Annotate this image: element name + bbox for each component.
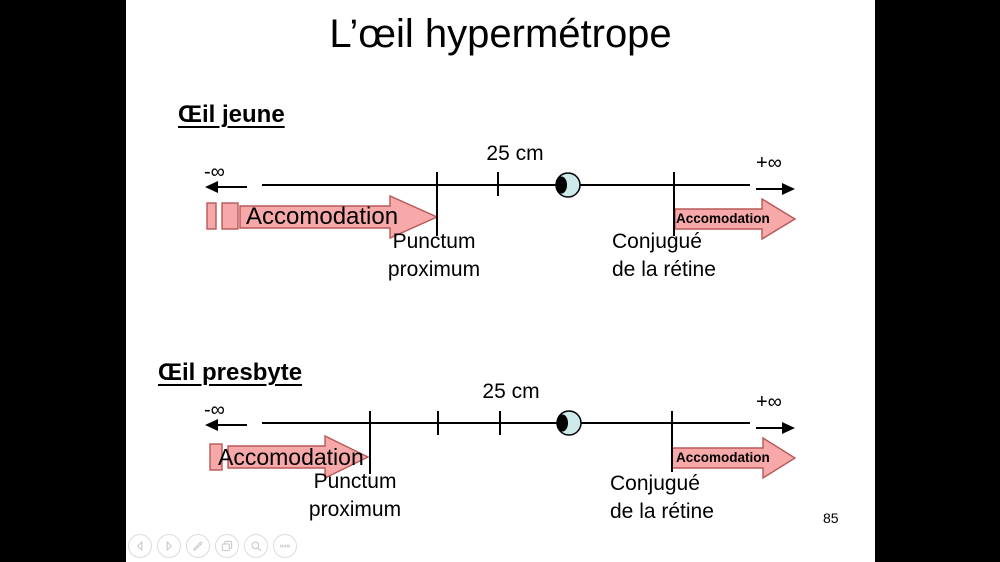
presbyte-pos-infinity-label: +∞	[756, 391, 782, 413]
young-eye-icon	[556, 173, 580, 197]
presbyte-eye-icon	[557, 411, 581, 435]
magnifier-icon	[245, 534, 267, 558]
young-distance-label: 25 cm	[486, 142, 544, 165]
young-punctum-label	[354, 228, 514, 284]
slide-overview-button[interactable]	[215, 534, 239, 558]
presbyte-neg-infinity-label: -∞	[204, 399, 225, 421]
young-neg-infinity-label: -∞	[204, 161, 225, 183]
presbyte-punctum-line1: Punctum	[313, 470, 397, 493]
slides-stack-icon	[216, 534, 238, 558]
presbyte-conjugue-line1: Conjugué	[610, 472, 700, 495]
presbyte-accomodation-right-label: Accomodation	[676, 450, 770, 465]
presbyte-conjugue-label	[610, 470, 714, 526]
chevron-left-icon	[129, 534, 151, 558]
presbyte-accomodation-left-label: Accomodation	[218, 444, 364, 470]
slide-canvas	[126, 0, 875, 562]
young-axis-right-arrowhead-icon	[782, 183, 795, 195]
young-conjugue-label	[612, 228, 716, 284]
presbyte-distance-label: 25 cm	[482, 380, 540, 403]
section-heading-presbyte: Œil presbyte	[158, 359, 303, 386]
next-slide-button[interactable]	[157, 534, 181, 558]
young-axis	[215, 185, 786, 189]
young-conjugue-line1: Conjugué	[612, 230, 702, 253]
chevron-right-icon	[158, 534, 180, 558]
young-punctum-line1: Punctum	[392, 230, 476, 253]
young-pos-infinity-label: +∞	[756, 152, 782, 174]
previous-slide-button[interactable]	[128, 534, 152, 558]
more-options-button[interactable]	[273, 534, 297, 558]
presbyte-axis-right-arrowhead-icon	[782, 422, 795, 434]
presbyte-punctum-label	[275, 468, 435, 524]
viewer-toolbar	[128, 534, 297, 558]
presbyte-punctum-line2: proximum	[308, 498, 402, 521]
pen-tool-button[interactable]	[186, 534, 210, 558]
slide-title: L’œil hypermétrope	[329, 12, 672, 56]
zoom-tool-button[interactable]	[244, 534, 268, 558]
young-conjugue-line2: de la rétine	[612, 258, 716, 281]
page-number: 85	[823, 510, 839, 526]
young-accomodation-left-label: Accomodation	[246, 203, 399, 230]
ellipsis-icon	[274, 534, 296, 558]
presbyte-conjugue-line2: de la rétine	[610, 500, 714, 523]
young-punctum-line2: proximum	[387, 258, 481, 281]
section-heading-young: Œil jeune	[178, 101, 285, 128]
young-accomodation-right-label: Accomodation	[676, 211, 770, 226]
pen-icon	[187, 534, 209, 558]
